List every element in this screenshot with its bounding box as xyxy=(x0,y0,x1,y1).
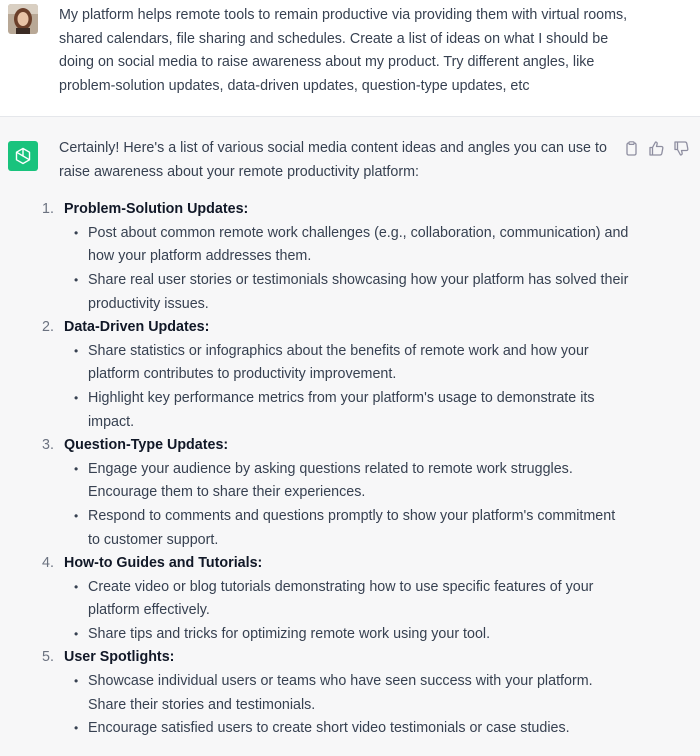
list-number: 2. xyxy=(42,319,54,336)
list-item xyxy=(42,434,629,552)
list-item-title: Problem-Solution Updates: xyxy=(64,201,249,218)
list-number: 5. xyxy=(42,649,54,666)
ideas-list xyxy=(42,198,629,741)
thumbs-up-icon[interactable] xyxy=(648,140,665,157)
bullet-item: • Encourage satisfied users to create short video testimonials or case studies. xyxy=(64,717,629,741)
list-item-title: How-to Guides and Tutorials: xyxy=(64,555,263,572)
user-message-text: My platform helps remote tools to remain productive via providing them with virtual rooms, shared calendars, file sharing and schedules. Create a list of ideas on what I should be doing on social media to raise awareness about my product. Try different angles, like problem-solution updates, data-driven updates, question-type updates, etc xyxy=(59,7,628,94)
bullet-list xyxy=(64,670,629,741)
list-item-title: Data-Driven Updates: xyxy=(64,319,210,336)
list-number: 4. xyxy=(42,555,54,572)
list-item xyxy=(42,646,629,740)
list-item-title: Question-Type Updates: xyxy=(64,437,229,454)
bullet-list xyxy=(64,576,629,647)
assistant-message xyxy=(0,117,700,756)
bullet-item: • Post about common remote work challenges (e.g., collaboration, communication) and how your platform addresses them. xyxy=(64,222,629,269)
bullet-item: • Engage your audience by asking questions related to remote work struggles. Encourage them to share their experiences. xyxy=(64,458,629,505)
message-actions xyxy=(623,138,693,158)
bullet-list xyxy=(64,340,629,434)
list-item-title: User Spotlights: xyxy=(64,649,175,666)
thumbs-down-icon[interactable] xyxy=(673,140,690,157)
bullet-list xyxy=(64,222,629,316)
assistant-message-text xyxy=(42,137,629,741)
list-number: 1. xyxy=(42,201,54,218)
list-item xyxy=(42,198,629,316)
bullet-item: • Share tips and tricks for optimizing remote work using your tool. xyxy=(64,623,629,647)
list-item xyxy=(42,316,629,434)
openai-logo-icon xyxy=(8,141,38,171)
list-number: 3. xyxy=(42,437,54,454)
user-avatar xyxy=(8,4,38,34)
bullet-item: • Respond to comments and questions promptly to show your platform's commitment to customer support. xyxy=(64,505,629,552)
bullet-item: • Showcase individual users or teams who have seen success with your platform. Share their stories and testimonials. xyxy=(64,670,629,717)
user-message xyxy=(0,0,700,117)
bullet-item: • Share statistics or infographics about the benefits of remote work and how your platform contributes to productivity improvement. xyxy=(64,340,629,387)
bullet-item: • Share real user stories or testimonials showcasing how your platform has solved their productivity issues. xyxy=(64,269,629,316)
assistant-intro: Certainly! Here's a list of various social media content ideas and angles you can use to raise awareness about your remote productivity platform: xyxy=(59,140,607,180)
bullet-item: • Highlight key performance metrics from your platform's usage to demonstrate its impact. xyxy=(64,387,629,434)
list-item xyxy=(42,552,629,646)
bullet-list xyxy=(64,458,629,552)
bullet-item: • Create video or blog tutorials demonstrating how to use specific features of your platform effectively. xyxy=(64,576,629,623)
